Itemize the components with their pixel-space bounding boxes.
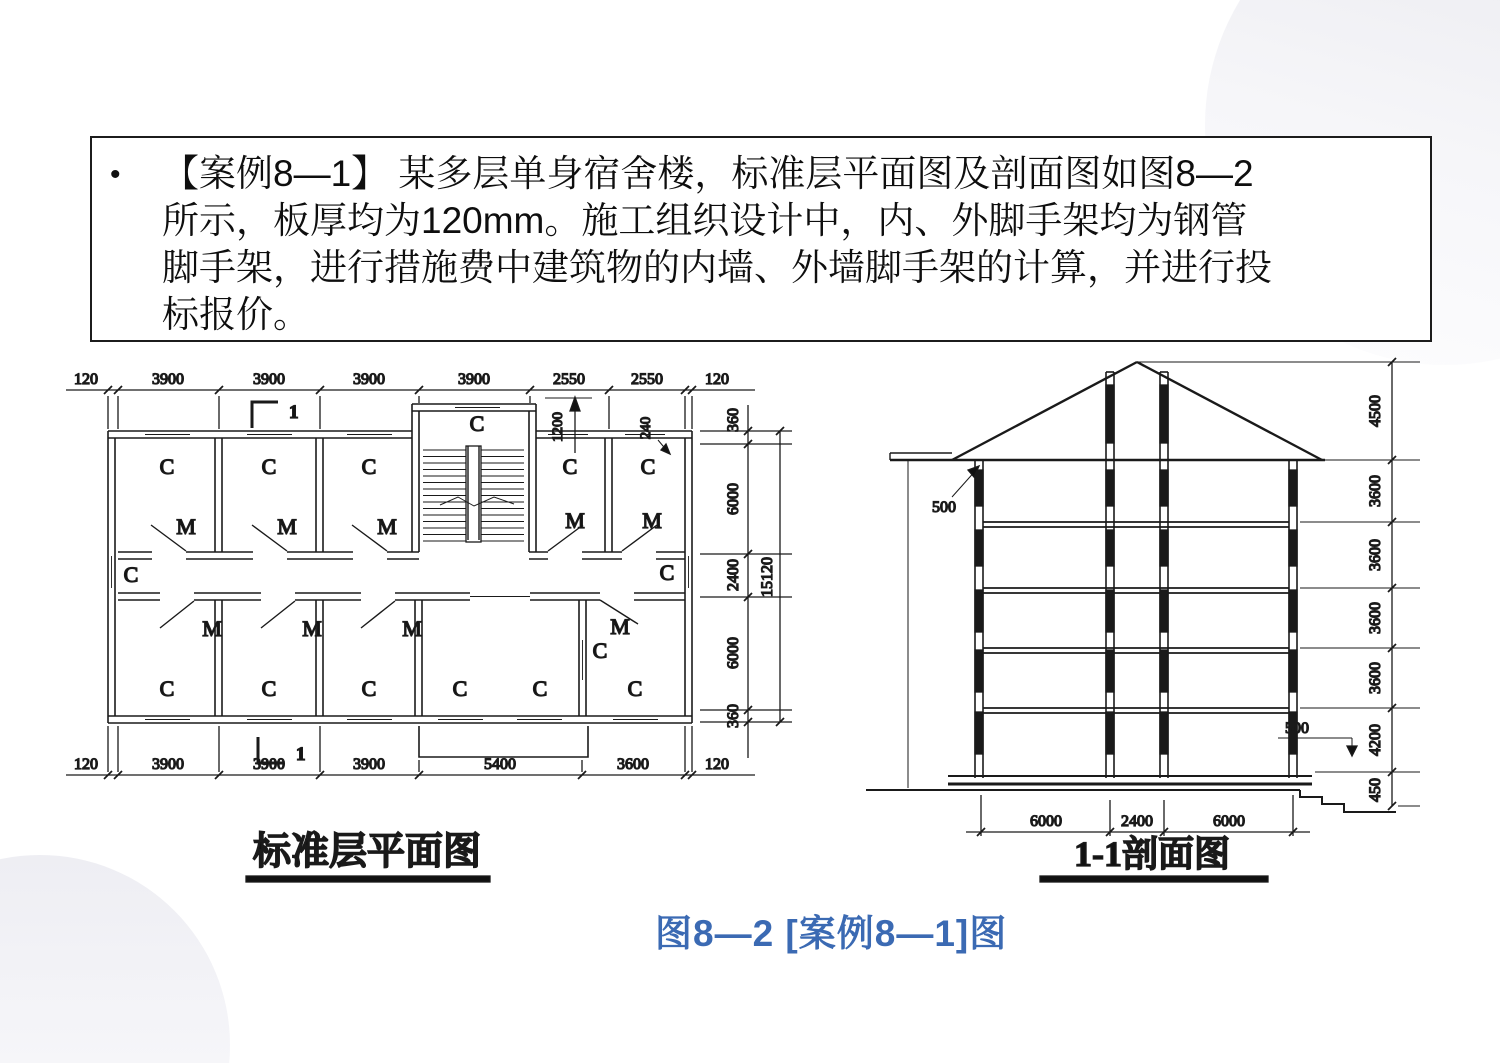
svg-text:3900: 3900 — [253, 756, 285, 773]
plan-title-underline — [246, 876, 490, 882]
window-label: C — [159, 676, 175, 701]
entry-offset-label: 500 — [1285, 720, 1309, 737]
bullet-marker: • — [110, 158, 121, 191]
wall-dim-label: 240 — [638, 416, 654, 440]
door-label: M — [402, 616, 422, 641]
plan-title: 标准层平面图 — [252, 831, 482, 873]
foundation — [866, 776, 1396, 812]
svg-text:3600: 3600 — [1367, 475, 1384, 507]
svg-text:6000: 6000 — [1030, 813, 1062, 830]
svg-text:6000: 6000 — [1213, 813, 1245, 830]
case-line-2: 所示，板厚均为120mm。施工组织设计中，内、外脚手架均为钢管 — [162, 200, 1248, 241]
section-walls — [975, 372, 1297, 778]
svg-text:120: 120 — [74, 756, 98, 773]
door-label: M — [565, 508, 585, 533]
section-marker-top-label: 1 — [289, 402, 299, 423]
svg-text:3600: 3600 — [1367, 602, 1384, 634]
window-label: C — [261, 454, 277, 479]
section-marker-bottom-label: 1 — [296, 744, 306, 765]
plan-bottom-dim-labels — [74, 756, 729, 773]
door-label: M — [642, 508, 662, 533]
svg-text:2400: 2400 — [1121, 813, 1153, 830]
door-label: M — [277, 514, 297, 539]
window-label: C — [159, 454, 175, 479]
door-label: M — [302, 616, 322, 641]
case-line-3: 脚手架，进行措施费中建筑物的内墙、外墙脚手架的计算，并进行投 — [162, 247, 1272, 288]
section-marker-top — [252, 402, 278, 428]
window-label: C — [469, 411, 485, 436]
plan-right-dimension — [700, 405, 792, 758]
door-label: M — [176, 514, 196, 539]
svg-text:2400: 2400 — [725, 559, 742, 591]
door-label: M — [377, 514, 397, 539]
section-right-dim-labels — [1367, 395, 1384, 802]
svg-text:120: 120 — [705, 756, 729, 773]
svg-text:360: 360 — [725, 408, 742, 432]
svg-text:3900: 3900 — [353, 371, 385, 388]
svg-text:3900: 3900 — [458, 371, 490, 388]
svg-text:3900: 3900 — [353, 756, 385, 773]
svg-text:3900: 3900 — [253, 371, 285, 388]
case-line-1: 【案例8—1】 某多层单身宿舍楼，标准层平面图及剖面图如图8—2 — [162, 153, 1254, 194]
plan-corridor-walls — [118, 552, 685, 600]
section-title-underline — [1040, 876, 1268, 882]
svg-text:3600: 3600 — [617, 756, 649, 773]
svg-text:3900: 3900 — [152, 371, 184, 388]
window-label: C — [562, 454, 578, 479]
svg-text:120: 120 — [74, 371, 98, 388]
window-label: C — [261, 676, 277, 701]
floor-plan-drawing — [60, 355, 800, 915]
section-bottom-dim-labels — [1030, 813, 1245, 830]
case-line-4: 标报价。 — [162, 294, 310, 335]
svg-text:5400: 5400 — [484, 756, 516, 773]
window-label: C — [361, 676, 377, 701]
floor-slabs — [983, 522, 1289, 713]
window-label: C — [532, 676, 548, 701]
svg-text:360: 360 — [725, 704, 742, 728]
svg-text:3900: 3900 — [152, 756, 184, 773]
window-label: C — [123, 562, 139, 587]
plan-top-dim-labels — [74, 371, 729, 388]
svg-text:2550: 2550 — [553, 371, 585, 388]
svg-text:120: 120 — [705, 371, 729, 388]
window-label: C — [659, 560, 675, 585]
section-windows — [975, 385, 1297, 754]
plan-windows — [112, 408, 689, 720]
svg-text:3600: 3600 — [1367, 539, 1384, 571]
plan-door-leaves — [151, 525, 657, 628]
window-label: C — [452, 676, 468, 701]
eave-offset-label: 500 — [932, 499, 956, 516]
door-label: M — [202, 616, 222, 641]
svg-text:6000: 6000 — [725, 637, 742, 669]
stair-dim-label: 1200 — [550, 412, 566, 442]
plan-right-dim-labels — [725, 408, 776, 728]
svg-text:4500: 4500 — [1367, 395, 1384, 427]
svg-text:2550: 2550 — [631, 371, 663, 388]
section-title: 1-1剖面图 — [1074, 834, 1230, 874]
svg-text:450: 450 — [1367, 778, 1384, 802]
wall-dim-240 — [658, 440, 670, 454]
window-label: C — [361, 454, 377, 479]
svg-text:3600: 3600 — [1367, 662, 1384, 694]
figure-caption: 图8—2 [案例8—1]图 — [655, 913, 1008, 954]
case-text-box — [90, 136, 1432, 342]
window-label: C — [640, 454, 656, 479]
section-drawing — [860, 355, 1460, 895]
window-label: C — [627, 676, 643, 701]
plan-room-labels — [124, 411, 675, 701]
plan-total-height-dim: 15120 — [759, 557, 776, 597]
door-label: M — [610, 614, 630, 639]
svg-text:4200: 4200 — [1367, 724, 1384, 756]
svg-text:6000: 6000 — [725, 483, 742, 515]
case-text — [162, 150, 1420, 340]
window-label: C — [592, 638, 608, 663]
plan-interior-walls — [215, 438, 612, 716]
balcony-outline — [419, 726, 588, 757]
